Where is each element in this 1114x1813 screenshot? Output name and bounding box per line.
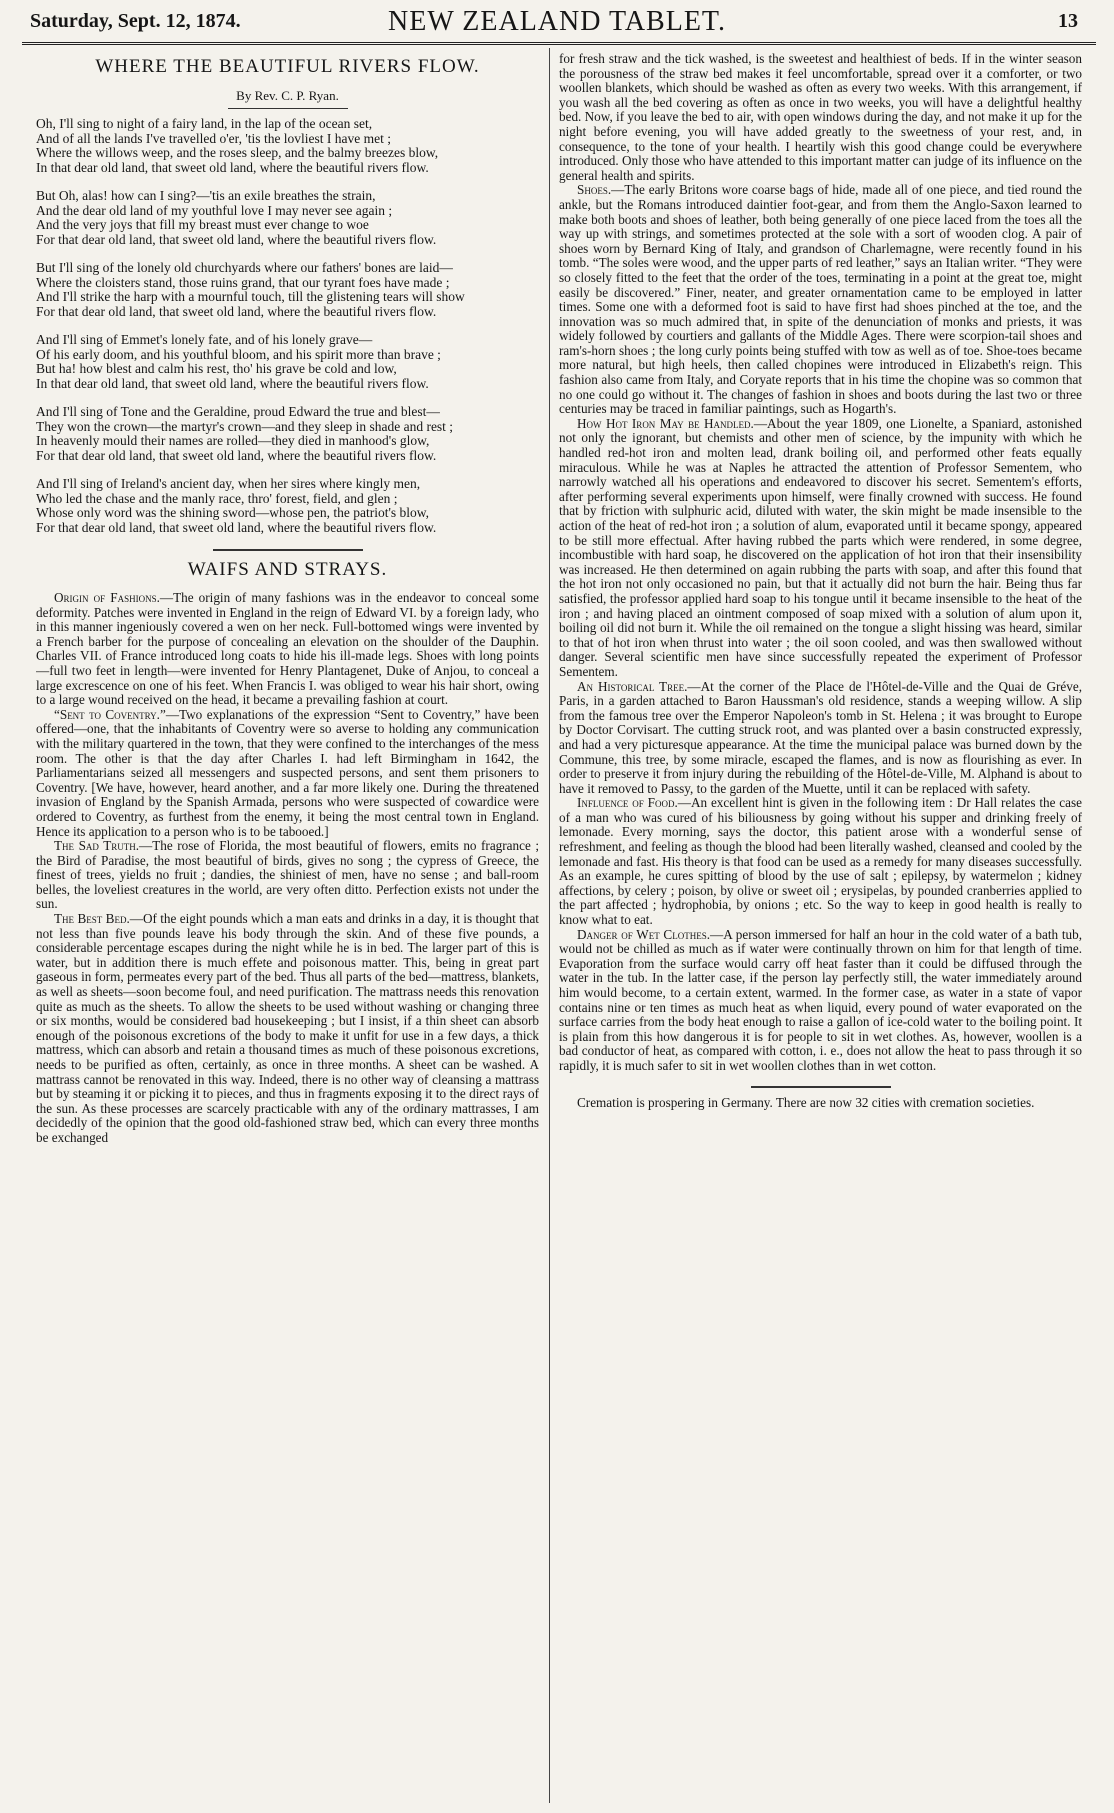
article-text: —The origin of many fashions was in the endeavor to conceal some deformity. Patches were invented in England in the reign of Edward VI. by a foreign lady, who in this manner ingeniously covered a wen on her neck. Full-bottomed wings were invented by a French barber for the purpose of concealing an elevation on the shoulder of the Dauphin. Charles VII. of France introduced long coats to hide his ill-made legs. Shoes with long points—full two feet in length—were invented for Henry Plantagenet, Duke of Anjou, to conceal a large excrescence on one of his feet. When Francis I. was obliged to wear his hair short, owing to a large wound received on the head, it became a prevailing fashion at court. — [36, 590, 539, 708]
poem-line: They won the crown—the martyr's crown—and they sleep in shade and rest ; — [36, 418, 454, 434]
article-paragraph — [559, 680, 1082, 797]
article-paragraph — [36, 708, 539, 839]
article-text: —The rose of Florida, the most beautiful of flowers, emits no fragrance ; the Bird of Paradise, the most beautiful of birds, gives no song ; the cypress of Greece, the finest of trees, yields no fruit ; dandies, the shiniest of men, have no sense ; and ball-room belles, the loveliest creatures in the world, are very often ditto. Perfection exists not under the sun. — [36, 838, 539, 912]
poem-stanza — [36, 405, 539, 463]
poem-line: In heavenly mould their names are rolled—they died in manhood's glow, — [36, 433, 430, 448]
poem-line: For that dear old land, that sweet old land, where the beautiful rivers flow. — [36, 519, 437, 535]
article-heading: Origin of Fashions. — [54, 590, 160, 605]
poem-author: By Rev. C. P. Ryan. — [236, 88, 339, 103]
article-text: —An excellent hint is given in the following item : Dr Hall relates the case of a man who was cured of his biliousness by going without his supper and drinking freely of lemonade. Every morning, says the doctor, this patient arose with a wonderful sense of refreshment, and feeling as though the blood had been literally washed, cleansed and cooled by the lemonade and fast. His theory is that food can be used as a remedy for many diseases successfully. As an example, he cures spitting of blood by the use of salt ; epilepsy, by watermelon ; kidney affections, by celery ; poison, by olive or sweet oil ; erysipelas, by pounded cranberries applied to the part affected ; hydrophobia, by onions ; etc. So the way to keep in good health is really to know what to eat. — [559, 795, 1082, 928]
poem-line: And I'll sing of Ireland's ancient day, when her sires where kingly men, — [36, 476, 421, 491]
article-text: —At the corner of the Place de l'Hôtel-de-Ville and the Quai de Gréve, Paris, in a garden attached to Baron Haussman's old residence, stands a weeping willow. A slip from the famous tree over the Emperor Napoleon's tomb in St. Helena ; it was brought to Europe by Doctor Corvisart. The cutting struck root, and was planted over a basin constructed expressly, and had a very picturesque appearance. At the time the municipal palace was burned down by the Commune, this tree, by some miracle, escaped the flames, and is now as flourishing as ever. In order to preserve it from injury during the rebuilding of the Hôtel-de-Ville, M. Alphand is about to have it removed to Passy, to the garden of the Muette, until it can be replaced with safety. — [559, 678, 1082, 796]
article-paragraph — [36, 591, 539, 708]
poem-line: Whose only word was the shining sword—whose pen, the patriot's blow, — [36, 505, 430, 520]
poem-stanza — [36, 261, 539, 319]
poem-stanza — [36, 477, 539, 535]
article-heading: Danger of Wet Clothes. — [577, 926, 711, 942]
article-text: for fresh straw and the tick washed, is the sweetest and healthiest of beds. If in the winter season the porousness of the straw bed makes it feel uncomfortable, spread over it a comforter, or two woollen blankets, which should be washed as often as every two weeks. With this arrangement, if you wash all the bed covering as often as once in two weeks, you will have a delightful healthy bed. Now, if you leave the bed to air, with open windows during the day, and not make it up for the night before evening, you will have added greatly to the sweetness of your rest, and, in consequence, to the tone of your health. I heartily wish this good change could be everywhere introduced. Only those who have attended to this important matter can judge of its influence on the general health and spirits. — [559, 52, 1082, 183]
article-paragraph — [36, 912, 539, 1146]
poem-line: Of his early doom, and his youthful bloom, and his spirit more than brave ; — [36, 346, 441, 362]
poem-stanza — [36, 117, 539, 175]
waifs-title: WAIFS AND STRAYS. — [187, 559, 388, 580]
poem-body — [36, 117, 539, 535]
poem-line: And the very joys that fill my breast must ever change to woe — [36, 217, 369, 232]
article-paragraph — [559, 796, 1082, 927]
waifs-left-articles — [36, 591, 539, 1146]
article-text: —Two explanations of the expression “Sent to Coventry,” have been offered—one, that the inhabitants of Coventry were so averse to holding any communication with the military quartered in the town, that they were confined to the interchanges of the mess room. The other is that the day after Charles I. had left Birmingham in 1642, the Parliamentarians seized all messengers and suspected persons, and sent them prisoners to Coventry. [We have, however, heard another, and a far more likely one. During the threatened invasion of England by the Spanish Armada, persons who were suspected of cowardice were ordered to Coventry, as furthest from the enemy, it being the most central town in England. Hence its application to a person who is to be tabooed.] — [36, 706, 539, 839]
article-paragraph — [559, 417, 1082, 680]
poem-line: And I'll sing of Emmet's lonely fate, and of his lonely grave— — [36, 332, 373, 347]
poem-line: And the dear old land of my youthful love I may never see again ; — [36, 202, 393, 218]
newspaper-title: NEW ZEALAND TABLET. — [388, 6, 726, 37]
column-divider — [549, 48, 550, 1803]
poem-line: Where the willows weep, and the roses sleep, and the balmy breezes blow, — [36, 145, 439, 160]
article-text: —A person immersed for half an hour in the cold water of a bath tub, would not be chilled as much as if water were continually thrown on him for that length of time. Evaporation from the surface would carry off heat faster than it could be diffused through the water in the tub. In the latter case, if the person lay perfectly still, the water immediately around him would become, to a certain extent, warmed. In the former case, as water in a state of vapor contains nine or ten times as much heat as when liquid, every pound of water evaporated on the surface carries from the body heat enough to raise a gallon of ice-cold water to the boiling point. It is plain from this how dangerous it is for people to sit in wet clothes. As, however, woollen is a bad conductor of heat, as compared with cotton, i. e., does not allow the heat to pass through it so rapidly, it is much safer to sit in wet woollen clothes than in wet cotton. — [559, 926, 1082, 1073]
article-paragraph — [559, 928, 1082, 1074]
article-text: —About the year 1809, one Lionelte, a Spaniard, astonished not only the ignorant, but chemists and other men of science, by the impunity with which he handled red-hot iron and molten lead, drank boiling oil, and performed other feats equally miraculous. While he was at Naples he attracted the attention of Professor Sementem, who narrowly watched all his operations and endeavored to discover his secret. Sementem's efforts, after performing several experiments upon himself, were finally crowned with success. He found that by friction with sulphuric acid, diluted with water, the skin might be made insensible to the action of the heat of red-hot iron ; a solution of alum, evaporated until it became spongy, appeared to be still more effectual. After having rubbed the parts which were rendered, in some degree, incombustible with hard soap, he discovered on the application of hot iron that their insensibility was increased. He then determined on again rubbing the parts with soap, and after this found that the hot iron not only occasioned no pain, but that it actually did not burn the hair. Being thus far satisfied, the professor applied hard soap to his tongue until it became insensible to the heat of the iron ; and having placed an ointment composed of soap mixed with a solution of alum upon it, boiling oil did not burn it. While the oil remained on the tongue a slight hissing was heard, similar to that of hot iron when thrust into water ; the oil soon cooled, and was then swallowed without danger. Several scientific men have since successfully repeated the experiment of Professor Sementem. — [559, 415, 1082, 679]
poem-line: And I'll strike the harp with a mournful touch, till the glistening tears will show — [36, 289, 465, 304]
poem-line: But Oh, alas! how can I sing?—'tis an exile breathes the strain, — [36, 188, 376, 203]
waifs-right-articles — [559, 52, 1082, 1074]
issue-date: Saturday, Sept. 12, 1874. — [30, 10, 241, 32]
article-heading: An Historical Tree. — [577, 678, 688, 694]
footnote: Cremation is prospering in Germany. There are now 32 cities with cremation societies. — [577, 1094, 1035, 1110]
footnote-rule — [751, 1086, 891, 1088]
poem-line: And of all the lands I've travelled o'er, 'tis the lovliest I have met ; — [36, 130, 392, 146]
poem-title: WHERE THE BEAUTIFUL RIVERS FLOW. — [95, 56, 480, 77]
section-separator — [213, 549, 363, 551]
poem-stanza — [36, 333, 539, 391]
masthead-rule — [22, 42, 1096, 45]
article-heading: The Best Bed. — [54, 911, 130, 927]
poem-line: But ha! how blest and calm his rest, tho' his grave be cold and low, — [36, 361, 397, 376]
poem-line: In that dear old land, that sweet old land, where the beautiful rivers flow. — [36, 375, 429, 391]
article-text: —Of the eight pounds which a man eats and drinks in a day, it is thought that not less than five pounds leave his body through the skin. And of these five pounds, a considerable percentage escapes during the night while he is in bed. The larger part of this is water, but in addition there is much effete and poisonous matter. This, being in great part gaseous in form, permeates every part of the bed. Thus all parts of the bed—mattress, blankets, as well as sheets—soon become foul, and need purification. The mattrass needs this renovation quite as much as the sheets. To allow the sheets to be used without washing or changing three or six months, would be considered bad housekeeping ; but I insist, if a thin sheet can absorb enough of the poisonous excretions of the body to make it unfit for use in a few days, a thick mattress, which can absorb and retain a thousand times as much of these poisonous excretions, needs to be purified as often, certainly, as once in three months. A sheet can be washed. A mattrass cannot be renovated in this way. Indeed, there is no other way of cleansing a mattrass but by steaming it or picking it to pieces, and thus in fragments exposing it to the direct rays of the sun. As these processes are scarcely practicable with any of the ordinary mattrasses, I am decidedly of the opinion that the good old-fashioned straw bed, which can every three months be exchanged — [36, 911, 539, 1145]
right-column — [559, 52, 1082, 1807]
article-heading: How Hot Iron May be Handled. — [577, 415, 754, 431]
poem-line: And I'll sing of Tone and the Geraldine, proud Edward the true and blest— — [36, 404, 440, 419]
article-heading: Shoes. — [577, 182, 612, 198]
left-column — [36, 52, 539, 1807]
poem-line: For that dear old land, that sweet old land, where the beautiful rivers flow. — [36, 231, 437, 247]
byline-rule — [228, 108, 348, 109]
poem-line: Oh, I'll sing to night of a fairy land, in the lap of the ocean set, — [36, 116, 373, 131]
article-heading: Influence of Food. — [577, 795, 678, 811]
masthead — [22, 6, 1092, 40]
article-paragraph — [559, 183, 1082, 417]
poem-line: Who led the chase and the manly race, thro' forest, field, and glen ; — [36, 490, 398, 506]
page-number: 13 — [1058, 10, 1078, 32]
poem-line: For that dear old land, that sweet old land, where the beautiful rivers flow. — [36, 447, 437, 463]
poem-line: Where the cloisters stand, those ruins grand, that our tyrant foes have made ; — [36, 274, 450, 290]
poem-line: But I'll sing of the lonely old churchyards where our fathers' bones are laid— — [36, 260, 453, 275]
article-heading: The Sad Truth. — [54, 838, 140, 854]
poem-line: In that dear old land, that sweet old land, where the beautiful rivers flow. — [36, 159, 429, 175]
poem-stanza — [36, 189, 539, 247]
article-paragraph — [559, 52, 1082, 183]
article-paragraph — [36, 839, 539, 912]
article-heading: “Sent to Coventry.” — [54, 706, 166, 722]
poem-line: For that dear old land, that sweet old land, where the beautiful rivers flow. — [36, 303, 437, 319]
article-text: —The early Britons wore coarse bags of hide, made all of one piece, and tied round the ankle, but the Romans introduced daintier foot-gear, and from them the Anglo-Saxon learned to make both boots and shoes of leather, both being generally of one piece laced from the toes all the way up with strings, and sometimes protected at the sole with a sort of wooden clog. A pair of shoes worn by Bernard King of Italy, and grandson of Charlemagne, were recently found in his tomb. “The soles were wood, and the upper parts of red leather,” says an Italian writer. “They were so closely fitted to the feet that the order of the toes, terminating in a point at the great toe, might easily be discovered.” Finer, neater, and greater ornamentation came to be employed in latter times. Some one with a deformed foot is said to have first had shoes pinched at the toe, and the innovation was so much admired that, in spite of the denunciation of monks and priests, it was widely followed by courtiers and gallants of the Middle Ages. There were scorpion-tail shoes and ram's-horn shoes ; the long curly points being stuffed with tow as well as of toe. Shoe-toes became more natural, but high heels, then called chopines were introduced in Elizabeth's reign. This fashion also came from Italy, and Coryate reports that in his time the chopine was so common that no one could go without it. The changes of fashion in shoes and boots during the last two or three centuries may be traced in familiar paintings, such as Hogarth's. — [559, 182, 1082, 417]
